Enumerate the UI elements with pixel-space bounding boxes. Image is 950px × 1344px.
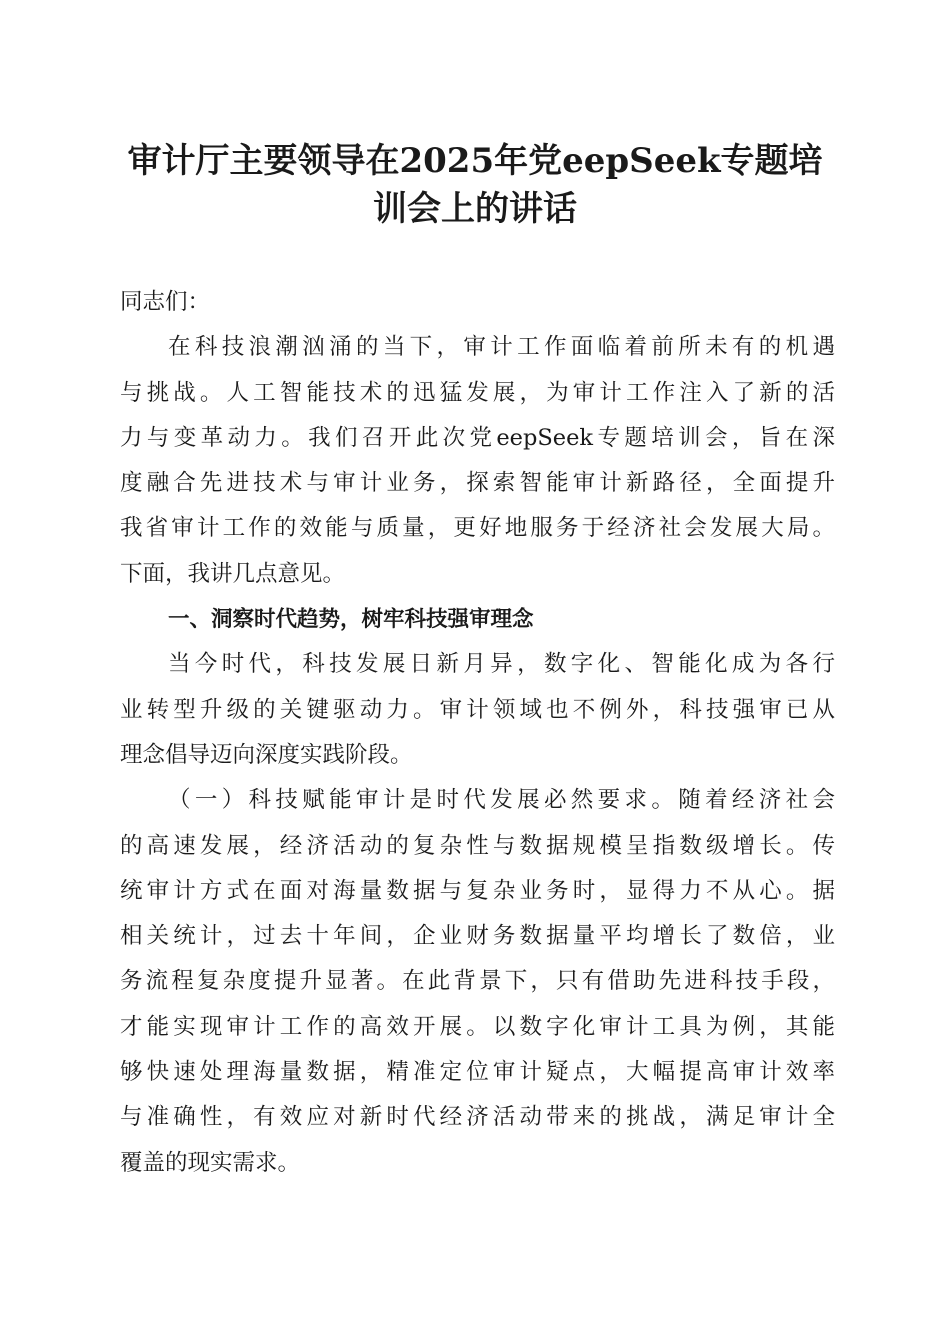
intro-line: 度融合先进技术与审计业务，探索智能审计新路径，全面提升 — [120, 470, 835, 497]
subsection-1-first-line — [120, 778, 835, 823]
subsection-1-line: 统审计方式在面对海量数据与复杂业务时，显得力不从心。据 — [120, 877, 835, 904]
section-1-heading: 一、洞察时代趋势，树牢科技强审理念 — [168, 607, 534, 633]
intro-line: 在科技浪潮汹涌的当下，审计工作面临着前所未有的机遇 — [168, 334, 835, 361]
subsection-1-line: 才能实现审计工作的高效开展。以数字化审计工具为例，其能 — [120, 1013, 835, 1040]
intro-line: 下面，我讲几点意见。 — [120, 560, 346, 587]
document-title-line-2: 训会上的讲话 — [373, 189, 577, 229]
intro-line: 力与变革动力。我们召开此次党eepSeek专题培训会，旨在深 — [120, 424, 835, 451]
section-1-line: 当今时代，科技发展日新月异，数字化、智能化成为各行 — [168, 651, 835, 678]
section-1-line: 理念倡导迈向深度实践阶段。 — [120, 741, 413, 768]
subsection-1-first-rest: 随着经济社会 — [678, 787, 835, 814]
salutation: 同志们： — [120, 289, 211, 315]
subsection-1-line: 够快速处理海量数据，精准定位审计疑点，大幅提高审计效率 — [120, 1059, 835, 1086]
subsection-1-line: 覆盖的现实需求。 — [120, 1149, 301, 1176]
intro-line: 与挑战。人工智能技术的迅猛发展，为审计工作注入了新的活 — [120, 379, 835, 406]
subsection-1-heading: （一）科技赋能审计是时代发展必然要求。 — [168, 787, 679, 814]
document-title-line-1: 审计厅主要领导在2025年党eepSeek专题培 — [127, 141, 823, 181]
subsection-1-line: 务流程复杂度提升显著。在此背景下，只有借助先进科技手段， — [120, 968, 835, 995]
subsection-1-line: 的高速发展，经济活动的复杂性与数据规模呈指数级增长。传 — [120, 832, 835, 859]
document-body — [120, 280, 835, 1186]
section-1-line: 业转型升级的关键驱动力。审计领域也不例外，科技强审已从 — [120, 696, 835, 723]
intro-line: 我省审计工作的效能与质量，更好地服务于经济社会发展大局。 — [120, 515, 835, 542]
subsection-1-line: 相关统计，过去十年间，企业财务数据量平均增长了数倍，业 — [120, 923, 835, 950]
subsection-1-line: 与准确性，有效应对新时代经济活动带来的挑战，满足审计全 — [120, 1104, 835, 1131]
